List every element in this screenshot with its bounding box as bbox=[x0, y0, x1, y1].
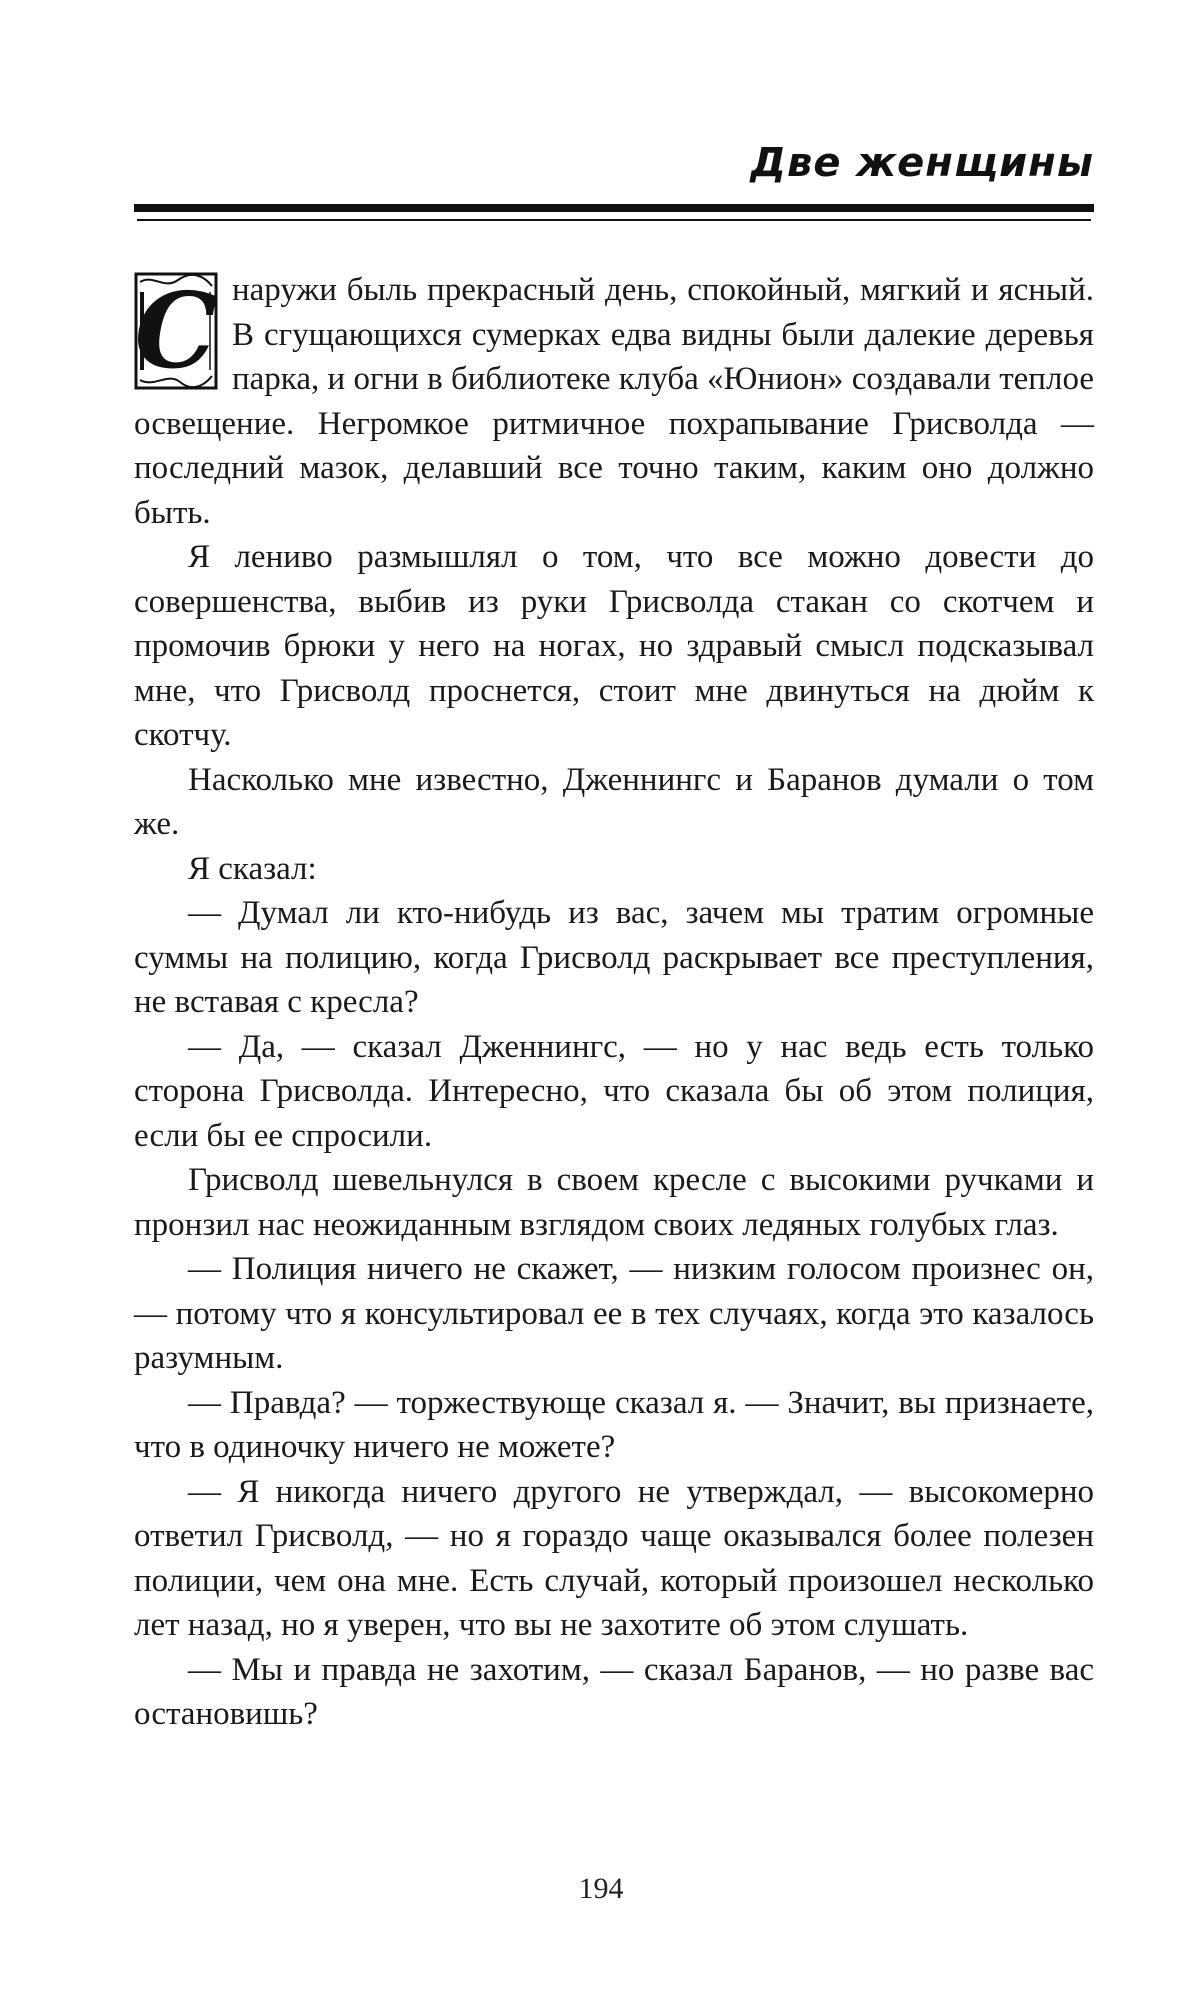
paragraph: Я сказал: bbox=[188, 850, 317, 887]
drop-cap bbox=[134, 269, 218, 392]
drop-cap-letter: С bbox=[134, 269, 218, 392]
paragraph: — Да, — сказал Дженнингс, — но у нас ведь есть только сторона Грисволда. Интересно, что сказала бы об этом полиция, если бы ее спросили. bbox=[134, 1028, 1094, 1154]
paragraph: Насколько мне известно, Дженнингс и Баранов думали о том же. bbox=[134, 761, 1094, 842]
running-title: Две женщины bbox=[750, 140, 1094, 186]
paragraph: — Полиция ничего не скажет, — низким голосом произнес он, — потому что я консультировал ее в тех случаях, когда это казалось разумным. bbox=[134, 1251, 1094, 1376]
paragraph: — Мы и правда не захотим, — сказал Баранов, — но разве вас остановишь? bbox=[134, 1651, 1094, 1732]
paragraph-text: наружи быль прекрасный день, спокойный, мягкий и ясный. В сгущающихся сумерках едва видны были далекие деревья парка, и огни в библиотеке клуба «Юнион» создавали теплое освещение. Негромкое ритмичное похрапывание Грисволда — последний мазок, делавший все точно таким, каким оно должно быть. bbox=[134, 272, 1094, 531]
paragraph: Грисволд шевельнулся в своем кресле с высокими ручками и пронзил нас неожиданным взглядом своих ледяных голубых глаз. bbox=[134, 1162, 1094, 1243]
paragraph: — Правда? — торжествующе сказал я. — Значит, вы признаете, что в одиночку ничего не можете? bbox=[134, 1384, 1094, 1465]
paragraph: — Я никогда ничего другого не утверждал, — высокомерно ответил Грисволд, — но я гораздо чаще оказывался более полезен полиции, чем она мне. Есть случай, который произошел несколько лет назад, но я уверен, что вы не захотите об этом слушать. bbox=[134, 1473, 1094, 1643]
paragraph: — Думал ли кто-нибудь из вас, зачем мы тратим огромные суммы на полицию, когда Грисволд раскрывает все преступления, не вставая с кресла? bbox=[134, 895, 1094, 1020]
body-text bbox=[134, 268, 1094, 1737]
page-number: 194 bbox=[578, 1872, 624, 1905]
header-rule bbox=[134, 204, 1094, 212]
paragraph: Я лениво размышлял о том, что все можно довести до совершенства, выбив из руки Грисволда стакан со скотчем и промочив брюки у него на ногах, но здравый смысл подсказывал мне, что Грисволд проснется, стоит мне двинуться на дюйм к скотчу. bbox=[134, 539, 1094, 753]
paragraph bbox=[134, 268, 1094, 535]
